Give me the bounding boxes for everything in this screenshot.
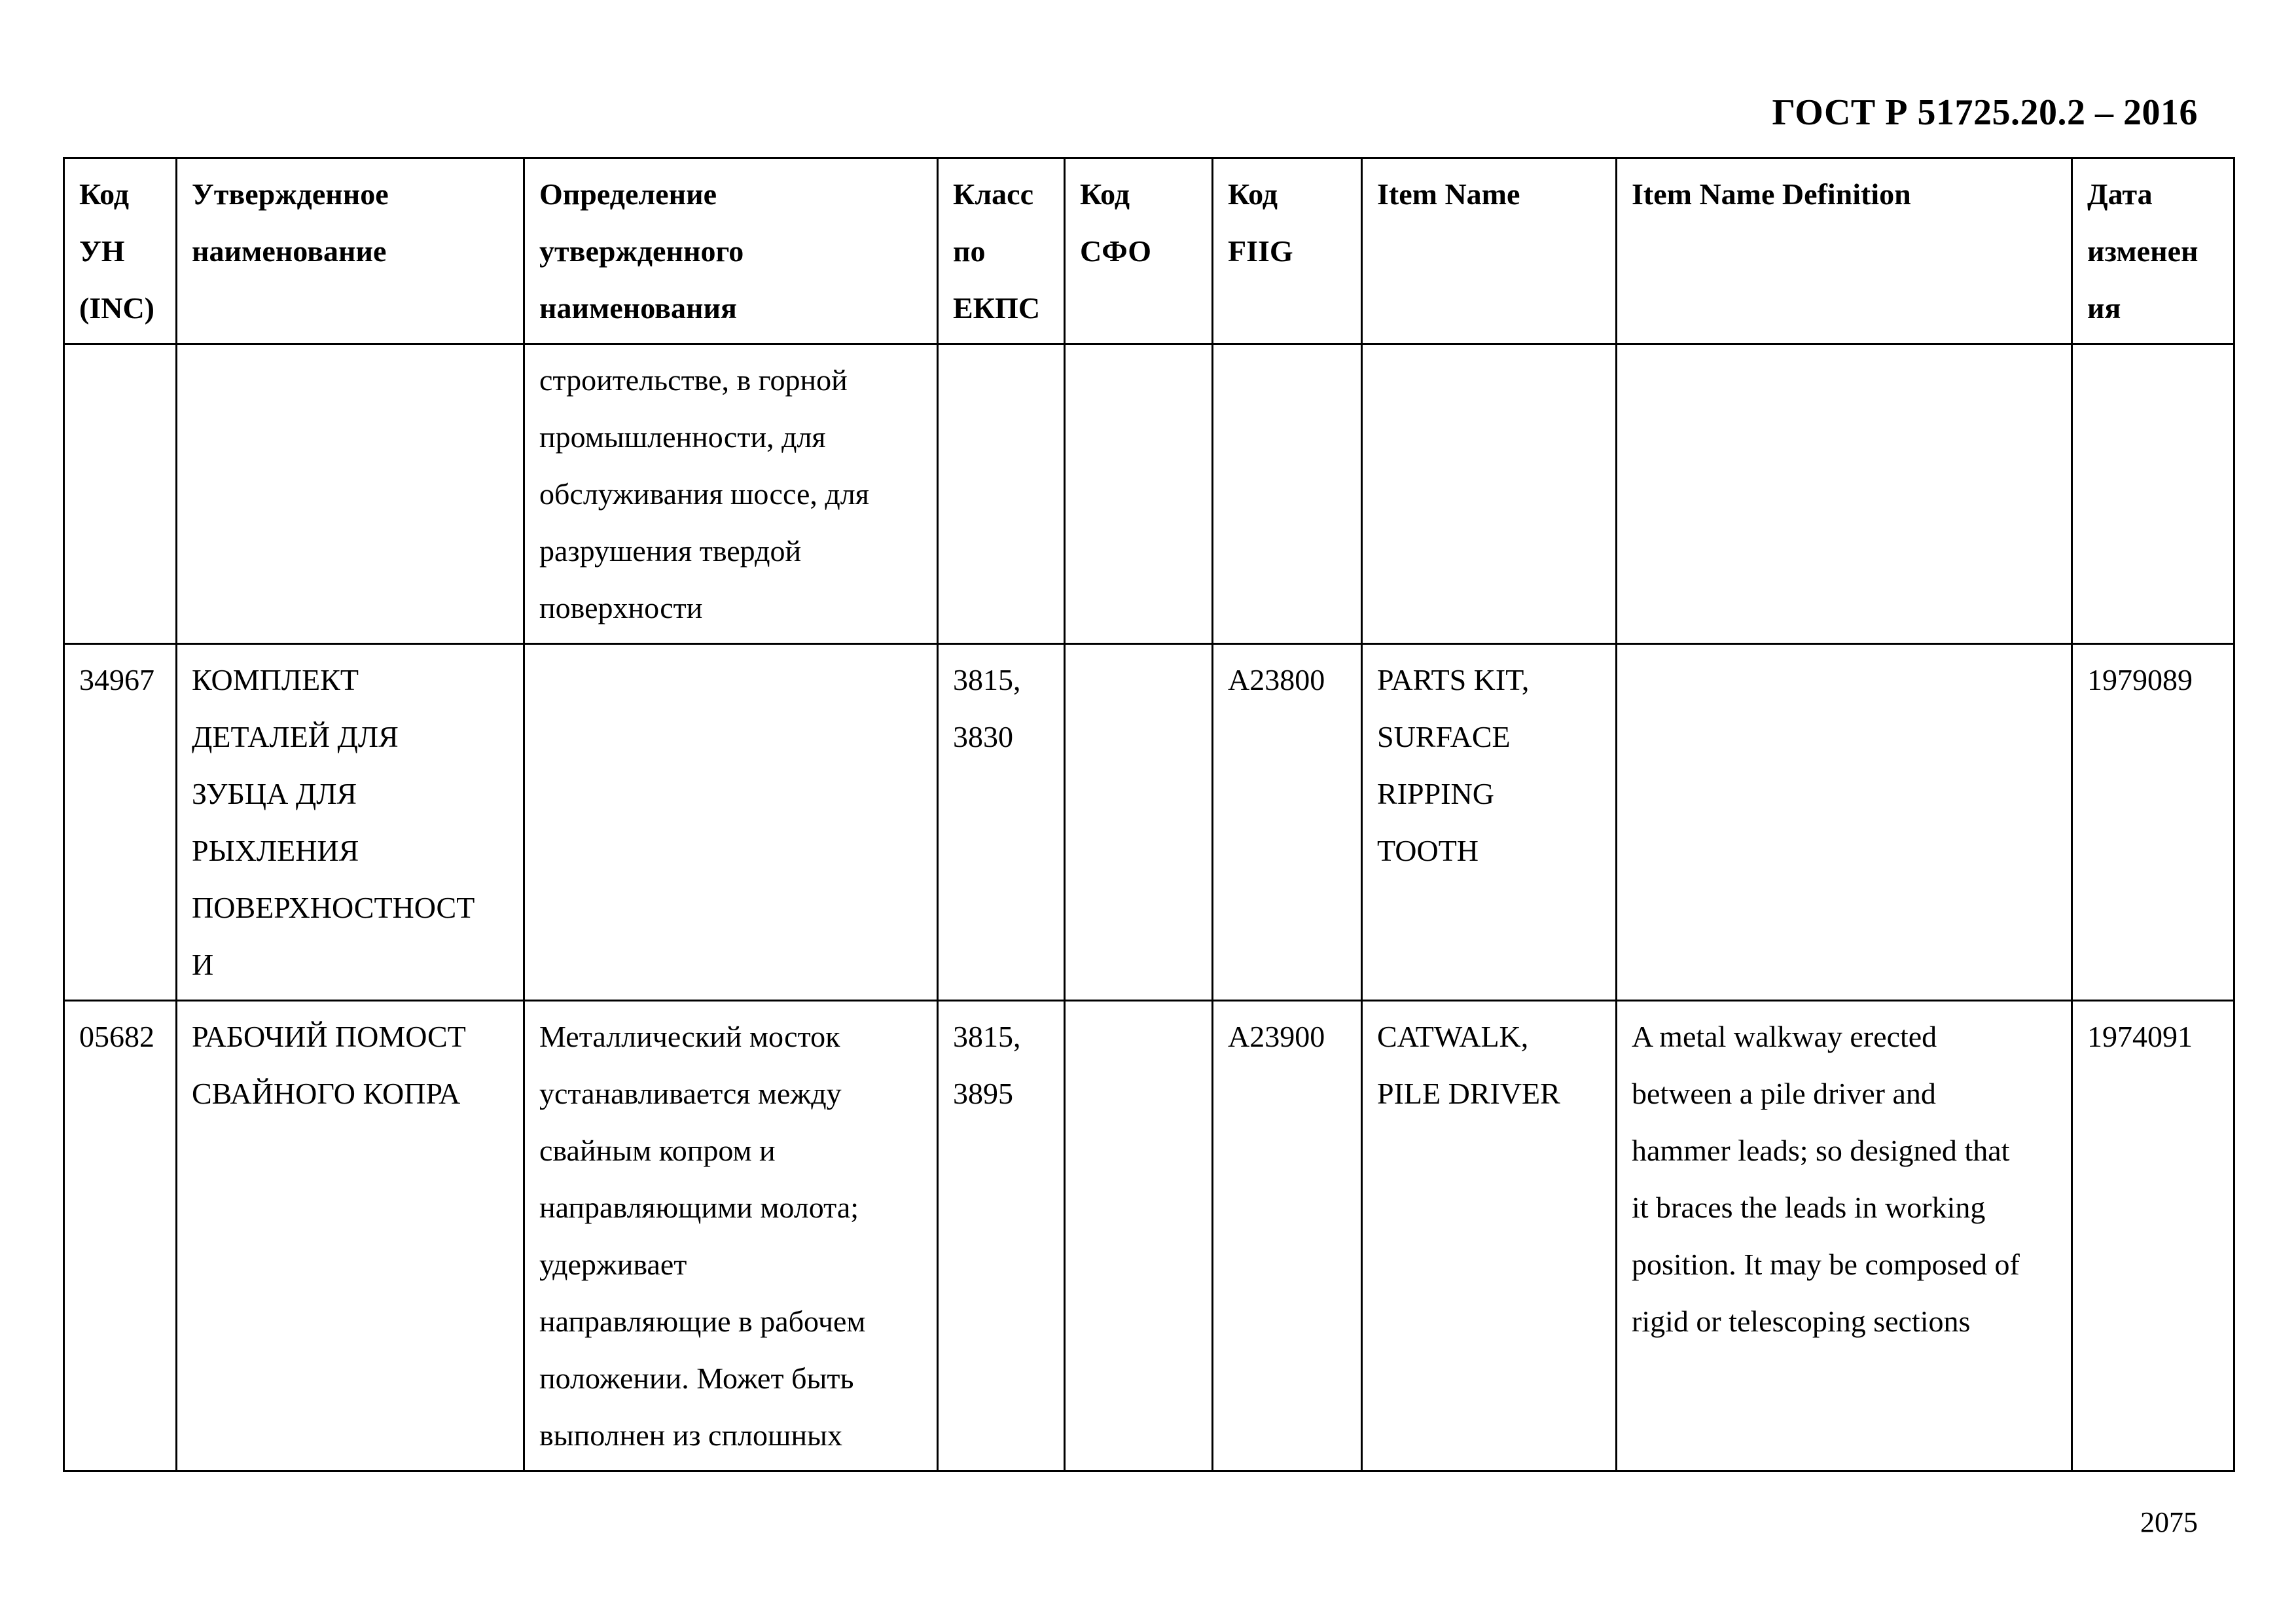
cell-fiig-code (1213, 344, 1362, 644)
cell-fiig-code: A23900 (1213, 1001, 1362, 1471)
cell-approved-name: КОМПЛЕКТ ДЕТАЛЕЙ ДЛЯ ЗУБЦА ДЛЯ РЫХЛЕНИЯ ПОВЕРХНОСТНОСТ И (177, 644, 524, 1001)
cell-sfo-code (1065, 1001, 1213, 1471)
cell-inc (64, 344, 177, 644)
table-row (64, 344, 2234, 644)
table-row (64, 1001, 2234, 1471)
cell-change-date (2072, 344, 2234, 644)
header-item-name-definition: Item Name Definition (1617, 158, 2072, 344)
cell-item-name: PARTS KIT, SURFACE RIPPING TOOTH (1362, 644, 1617, 1001)
document-title: ГОСТ Р 51725.20.2 – 2016 (1772, 92, 2198, 133)
cell-item-name-definition: A metal walkway erected between a pile driver and hammer leads; so designed that it braces the leads in working position. It may be composed of rigid or telescoping sections (1617, 1001, 2072, 1471)
header-approved-name: Утвержденное наименование (177, 158, 524, 344)
cell-item-name (1362, 344, 1617, 644)
cell-fiig-code: A23800 (1213, 644, 1362, 1001)
page-number: 2075 (2140, 1506, 2198, 1538)
cell-item-name-definition (1617, 644, 2072, 1001)
header-fiig-code: Код FIIG (1213, 158, 1362, 344)
cell-ekps-class: 3815, 3895 (938, 1001, 1065, 1471)
item-names-table (63, 157, 2235, 1472)
table-row (64, 644, 2234, 1001)
cell-inc: 34967 (64, 644, 177, 1001)
header-definition: Определение утвержденного наименования (524, 158, 938, 344)
header-sfo-code: Код СФО (1065, 158, 1213, 344)
cell-sfo-code (1065, 344, 1213, 644)
cell-approved-name (177, 344, 524, 644)
cell-item-name-definition (1617, 344, 2072, 644)
header-ekps-class: Класс по ЕКПС (938, 158, 1065, 344)
cell-change-date: 1974091 (2072, 1001, 2234, 1471)
header-item-name: Item Name (1362, 158, 1617, 344)
header-change-date: Дата изменен ия (2072, 158, 2234, 344)
cell-change-date: 1979089 (2072, 644, 2234, 1001)
cell-definition (524, 644, 938, 1001)
table-header-row (64, 158, 2234, 344)
header-inc: Код УН (INC) (64, 158, 177, 344)
cell-ekps-class (938, 344, 1065, 644)
cell-approved-name: РАБОЧИЙ ПОМОСТ СВАЙНОГО КОПРА (177, 1001, 524, 1471)
cell-ekps-class: 3815, 3830 (938, 644, 1065, 1001)
cell-definition: Металлический мосток устанавливается между свайным копром и направляющими молота; удерживает направляющие в рабочем положении. Может быть выполнен из сплошных (524, 1001, 938, 1471)
cell-item-name: CATWALK, PILE DRIVER (1362, 1001, 1617, 1471)
cell-sfo-code (1065, 644, 1213, 1001)
cell-inc: 05682 (64, 1001, 177, 1471)
cell-definition: строительстве, в горной промышленности, для обслуживания шоссе, для разрушения твердой поверхности (524, 344, 938, 644)
